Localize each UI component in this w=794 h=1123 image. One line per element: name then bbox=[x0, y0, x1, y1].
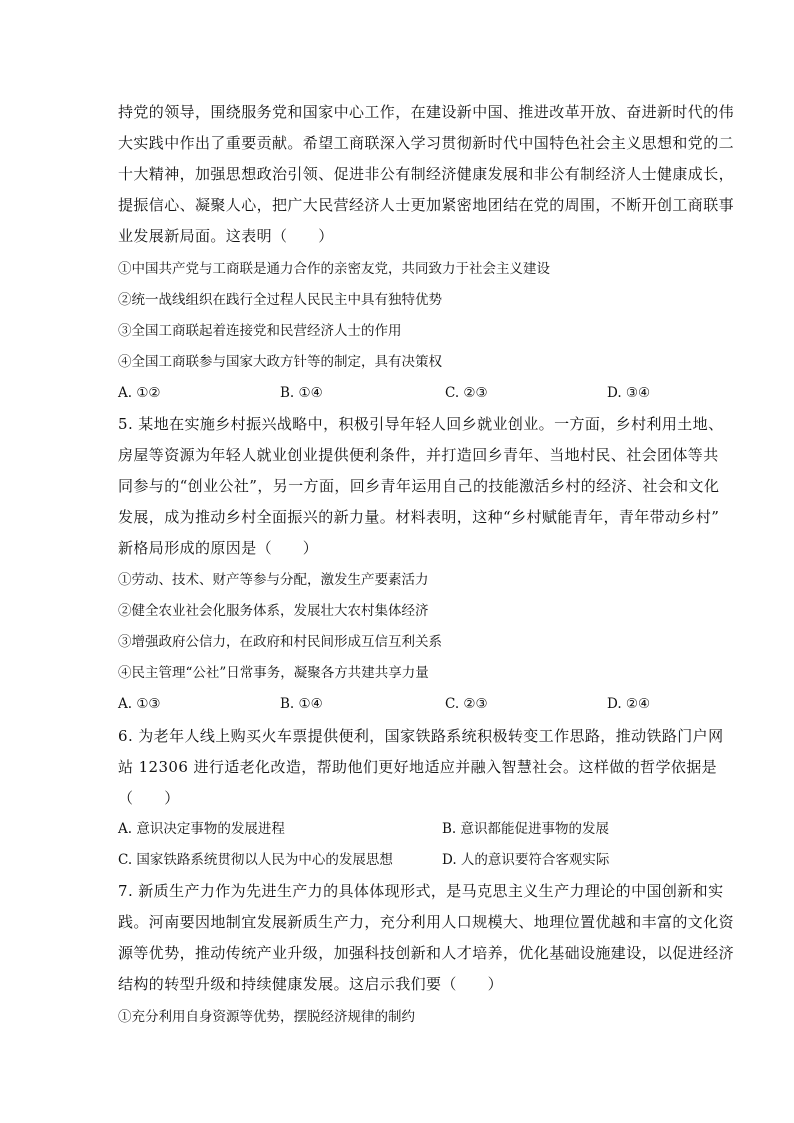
q5-stem-line-3: 同参与的“创业公社”，另一方面，回乡青年运用自己的技能激活乡村的经济、社会和文化 bbox=[118, 477, 720, 495]
q4-stem-line-2: 大实践中作出了重要贡献。希望工商联深入学习贯彻新时代中国特色社会主义思想和党的二 bbox=[118, 134, 735, 152]
q5-option-3: ③增强政府公信力，在政府和村民间形成互信互利关系 bbox=[118, 634, 442, 650]
q4-choice-c[interactable]: C. ②③ bbox=[445, 385, 488, 401]
q5-choice-d[interactable]: D. ②④ bbox=[607, 696, 651, 712]
q7-stem-line-4: 结构的转型升级和持续健康发展。这启示我们要（ ） bbox=[118, 975, 504, 993]
q5-stem-line-1: 5. 某地在实施乡村振兴战略中，积极引导年轻人回乡就业创业。一方面，乡村利用土地、 bbox=[118, 415, 724, 433]
q6-choice-b[interactable]: B. 意识都能促进事物的发展 bbox=[442, 821, 610, 837]
q5-choice-b[interactable]: B. ①④ bbox=[280, 696, 323, 712]
q4-stem-line-5: 业发展新局面。这表明（ ） bbox=[118, 227, 334, 245]
q5-choice-c[interactable]: C. ②③ bbox=[445, 696, 488, 712]
q5-stem-line-4: 发展，成为推动乡村全面振兴的新力量。材料表明，这种“乡村赋能青年，青年带动乡村” bbox=[118, 508, 720, 526]
q4-option-1: ①中国共产党与工商联是通力合作的亲密友党，共同致力于社会主义建设 bbox=[118, 261, 550, 277]
q6-choice-c[interactable]: C. 国家铁路系统贯彻以人民为中心的发展思想 bbox=[118, 852, 393, 868]
q4-option-3: ③全国工商联起着连接党和民营经济人士的作用 bbox=[118, 323, 402, 339]
q5-answer-choices bbox=[118, 694, 678, 714]
q5-option-4: ④民主管理“公社”日常事务，凝聚各方共建共享力量 bbox=[118, 665, 429, 681]
q4-option-2: ②统一战线组织在践行全过程人民民主中具有独特优势 bbox=[118, 292, 442, 308]
q5-stem-line-5: 新格局形成的原因是（ ） bbox=[118, 539, 319, 557]
q4-answer-choices bbox=[118, 383, 678, 403]
q5-option-2: ②健全农业社会化服务体系，发展壮大农村集体经济 bbox=[118, 603, 429, 619]
q4-stem-line-1: 持党的领导，围绕服务党和国家中心工作，在建设新中国、推进改革开放、奋进新时代的伟 bbox=[118, 103, 735, 121]
q7-stem-line-3: 源等优势，推动传统产业升级，加强科技创新和人才培养，优化基础设施建设，以促进经济 bbox=[118, 944, 735, 962]
q6-choice-d[interactable]: D. 人的意识要符合客观实际 bbox=[442, 852, 610, 868]
q4-choice-b[interactable]: B. ①④ bbox=[280, 385, 323, 401]
q4-stem-line-4: 提振信心、凝聚人心，把广大民营经济人士更加紧密地团结在党的周围，不断开创工商联事 bbox=[118, 196, 735, 214]
q6-answer-choices-row-2 bbox=[118, 850, 678, 870]
q5-choice-a[interactable]: A. ①③ bbox=[118, 696, 161, 712]
q5-option-1: ①劳动、技术、财产等参与分配，激发生产要素活力 bbox=[118, 572, 429, 588]
q5-stem-line-2: 房屋等资源为年轻人就业创业提供便利条件，并打造回乡青年、当地村民、社会团体等共 bbox=[118, 446, 719, 464]
q4-stem-line-3: 十大精神，加强思想政治引领、促进非公有制经济健康发展和非公有制经济人士健康成长， bbox=[118, 165, 735, 183]
q6-choice-a[interactable]: A. 意识决定事物的发展进程 bbox=[118, 821, 285, 837]
q7-stem-line-1: 7. 新质生产力作为先进生产力的具体体现形式，是马克思主义生产力理论的中国创新和实 bbox=[118, 882, 724, 900]
q6-stem-line-2: 站 12306 进行适老化改造，帮助他们更好地适应并融入智慧社会。这样做的哲学依据是 bbox=[118, 758, 718, 776]
q6-answer-choices-row-1 bbox=[118, 819, 678, 839]
q7-stem-line-2: 践。河南要因地制宜发展新质生产力，充分利用人口规模大、地理位置优越和丰富的文化资 bbox=[118, 913, 735, 931]
q4-choice-a[interactable]: A. ①② bbox=[118, 385, 161, 401]
q7-option-1: ①充分利用自身资源等优势，摆脱经济规律的制约 bbox=[118, 1009, 415, 1025]
q4-choice-d[interactable]: D. ③④ bbox=[607, 385, 651, 401]
q4-option-4: ④全国工商联参与国家大政方针等的制定，具有决策权 bbox=[118, 354, 442, 370]
q6-stem-line-3: （ ） bbox=[118, 789, 180, 807]
q6-stem-line-1: 6. 为老年人线上购买火车票提供便利，国家铁路系统积极转变工作思路，推动铁路门户网 bbox=[118, 727, 724, 745]
